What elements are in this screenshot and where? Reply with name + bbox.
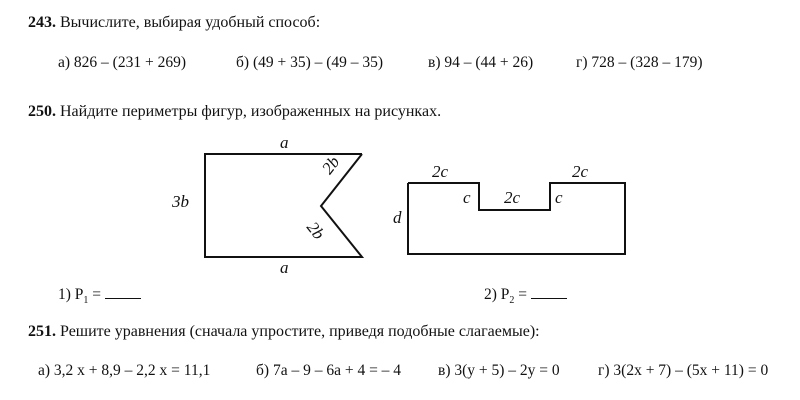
- figure-2-notch-middle-label: 2c: [504, 188, 521, 207]
- problem-251-item-b: [256, 362, 401, 380]
- answer-blank: [531, 284, 567, 299]
- problem-251-item-g: [598, 362, 768, 380]
- figure-2-notch-right-label: c: [555, 188, 563, 207]
- item-expression: 3,2 x + 8,9 – 2,2 x = 11,1: [53, 362, 211, 379]
- problem-250-instruction: Найдите периметры фигур, изображенных на рисунках.: [60, 103, 442, 120]
- problem-251-heading: [28, 323, 540, 341]
- item-label: в): [438, 362, 451, 379]
- item-expression: 94 – (44 + 26): [444, 54, 534, 71]
- figure-1-notch-upper-label: 2b: [318, 152, 344, 178]
- item-expression: 728 – (328 – 179): [591, 54, 703, 71]
- problem-243-instruction: Вычислите, выбирая удобный способ:: [60, 14, 321, 31]
- item-label: г): [598, 362, 610, 379]
- answer-label: 1) P: [58, 286, 84, 303]
- figure-2-top-right-label: 2c: [572, 162, 589, 181]
- problem-251-number: 251.: [28, 323, 56, 340]
- item-label: б): [256, 362, 270, 379]
- problem-251-item-a: [38, 362, 210, 380]
- item-label: г): [576, 54, 588, 71]
- answer-label: 2) P: [484, 286, 510, 303]
- figure-1-top-label: a: [280, 133, 289, 152]
- problem-251-item-v: [438, 362, 560, 380]
- answer-subscript: 1: [83, 295, 89, 307]
- problem-250-number: 250.: [28, 103, 56, 120]
- figure-1-answer: [58, 284, 141, 306]
- answer-equals: =: [88, 286, 105, 303]
- item-expression: 3(y + 5) – 2y = 0: [454, 362, 560, 379]
- figure-1-left-label: 3b: [172, 192, 189, 211]
- problem-251-instruction: Решите уравнения (сначала упростите, приведя подобные слагаемые):: [60, 323, 540, 340]
- answer-equals: =: [514, 286, 531, 303]
- item-expression: (49 + 35) – (49 – 35): [252, 54, 384, 71]
- item-label: а): [38, 362, 51, 379]
- figure-1-bottom-label: a: [280, 258, 289, 277]
- figure-2-top-left-label: 2c: [432, 162, 449, 181]
- figure-2-answer: [484, 284, 567, 306]
- item-label: а): [58, 54, 71, 71]
- item-expression: 826 – (231 + 269): [73, 54, 186, 71]
- problem-243-number: 243.: [28, 14, 56, 31]
- figure-1-notch-lower-label: 2b: [303, 218, 329, 244]
- answer-subscript: 2: [509, 295, 515, 307]
- answer-blank: [105, 284, 141, 299]
- item-label: в): [428, 54, 441, 71]
- figure-2-left-label: d: [393, 208, 402, 227]
- item-expression: 3(2x + 7) – (5x + 11) = 0: [613, 362, 769, 379]
- figure-2-notch-left-label: c: [463, 188, 471, 207]
- item-label: б): [236, 54, 250, 71]
- item-expression: 7a – 9 – 6a + 4 = – 4: [272, 362, 402, 379]
